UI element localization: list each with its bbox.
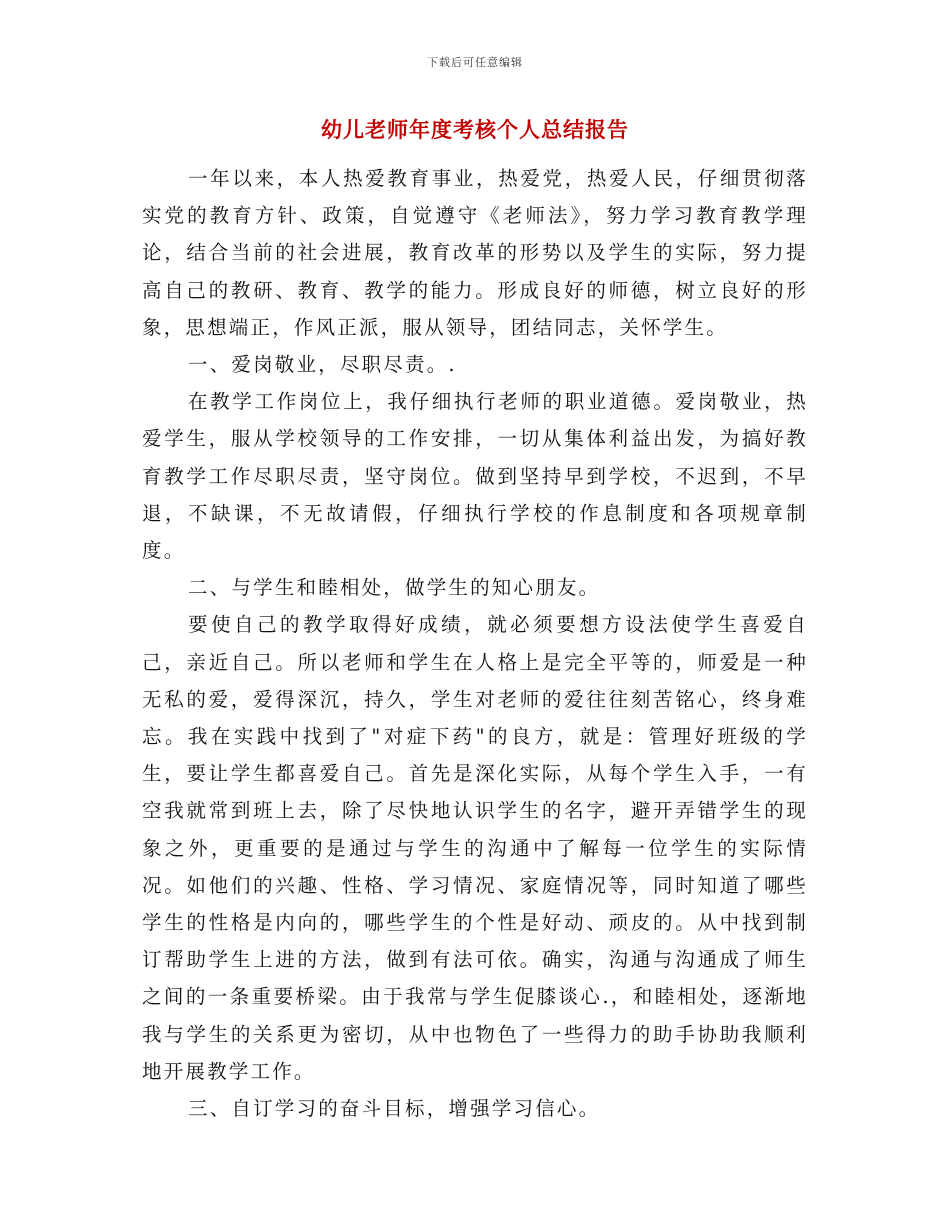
document-body — [142, 160, 808, 1127]
paragraph-intro: 一年以来，本人热爱教育事业，热爱党，热爱人民，仔细贯彻落实党的教育方针、政策，自觉遵守《老师法》，努力学习教育教学理论，结合当前的社会进展，教育改革的形势以及学生的实际，努力提高自己的教研、教育、教学的能力。形成良好的师德，树立良好的形象，思想端正，作风正派，服从领导，团结同志，关怀学生。 — [142, 167, 808, 339]
paragraph-section-2: 要使自己的教学取得好成绩，就必须要想方设法使学生喜爱自己，亲近自己。所以老师和学生在人格上是完全平等的，师爱是一种无私的爱，爱得深沉，持久，学生对老师的爱往往刻苦铭心，终身难忘。我在实践中找到了"对症下药"的良方，就是：管理好班级的学生，要让学生都喜爱自己。首先是深化实际，从每个学生入手，一有空我就常到班上去，除了尽快地认识学生的名字，避开弄错学生的现象之外，更重要的是通过与学生的沟通中了解每一位学生的实际情况。如他们的兴趣、性格、学习情况、家庭情况等，同时知道了哪些学生的性格是内向的，哪些学生的个性是好动、顽皮的。从中找到制订帮助学生上进的方法，做到有法可依。确实，沟通与沟通成了师生之间的一条重要桥梁。由于我常与学生促膝谈心.，和睦相处，逐渐地我与学生的关系更为密切，从中也物色了一些得力的助手协助我顺利地开展教学工作。 — [142, 613, 808, 1083]
section-heading-3: 三、自订学习的奋斗目标，增强学习信心。 — [188, 1097, 601, 1121]
header-note: 下载后可任意编辑 — [427, 56, 523, 69]
document-title: 幼儿老师年度考核个人总结报告 — [321, 117, 629, 142]
section-heading-1: 一、爱岗敬业，尽职尽责。. — [188, 353, 457, 377]
section-heading-2: 二、与学生和睦相处，做学生的知心朋友。 — [188, 576, 601, 600]
paragraph-section-1: 在教学工作岗位上，我仔细执行老师的职业道德。爱岗敬业，热爱学生，服从学校领导的工作安排，一切从集体利益出发，为搞好教育教学工作尽职尽责，坚守岗位。做到坚持早到学校，不迟到，不早退，不缺课，不无故请假，仔细执行学校的作息制度和各项规章制度。 — [142, 390, 808, 563]
